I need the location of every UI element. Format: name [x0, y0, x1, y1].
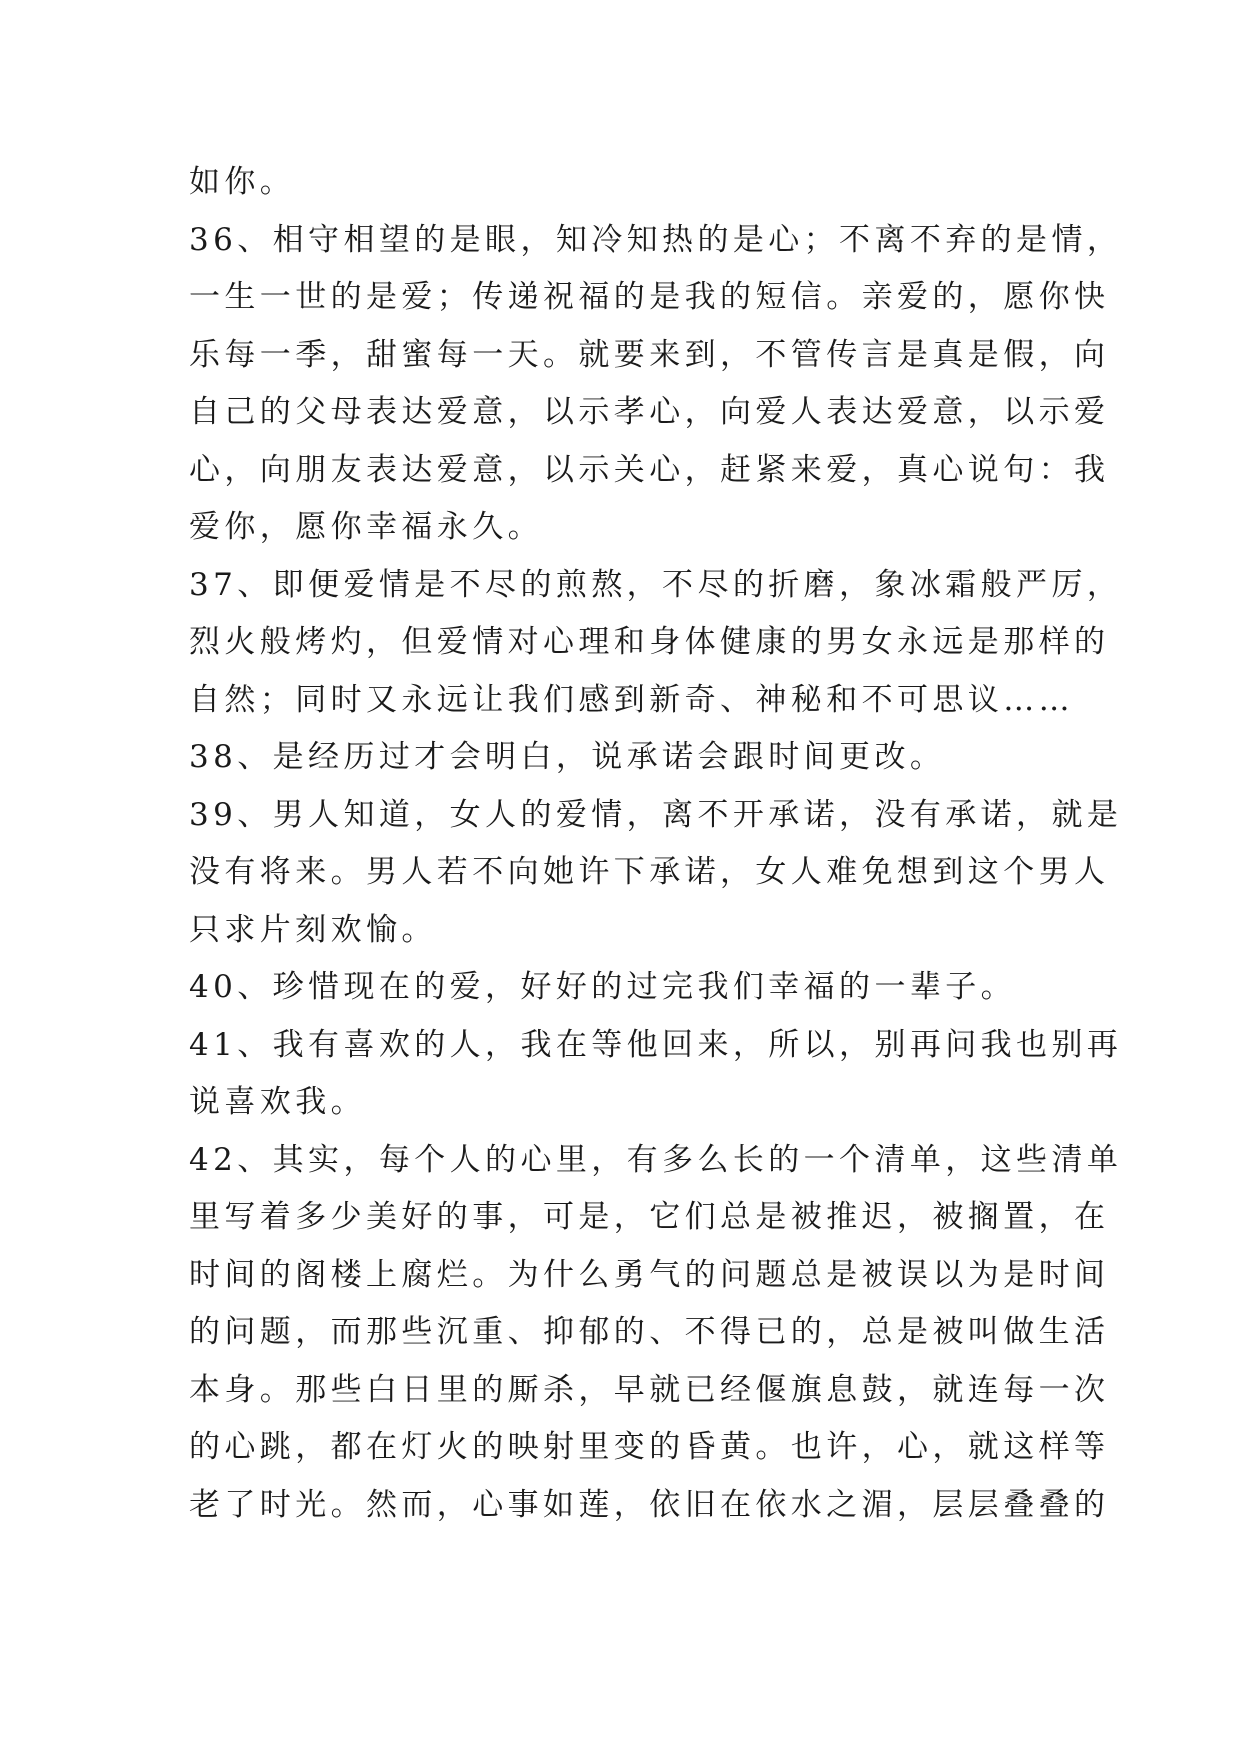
text-line: 说喜欢我。: [189, 1084, 366, 1120]
text-line: 39、男人知道，女人的爱情，离不开承诺，没有承诺，就是: [189, 796, 1123, 833]
text-line: 如你。: [189, 164, 296, 200]
text-line: 乐每一季，甜蜜每一天。就要来到，不管传言是真是假，向: [189, 336, 1110, 373]
text-line: 爱你，愿你幸福永久。: [189, 509, 543, 545]
text-line: 40、珍惜现在的爱，好好的过完我们幸福的一辈子。: [189, 969, 1017, 1005]
text-line: 本身。那些白日里的厮杀，早就已经偃旗息鼓，就连每一次: [189, 1371, 1110, 1408]
text-line: 37、即便爱情是不尽的煎熬，不尽的折磨，象冰霜般严厉，: [189, 566, 1123, 603]
text-line: 自己的父母表达爱意，以示孝心，向爱人表达爱意，以示爱: [189, 394, 1110, 430]
text-line: 的问题，而那些沉重、抑郁的、不得已的，总是被叫做生活: [189, 1314, 1110, 1350]
text-line: 里写着多少美好的事，可是，它们总是被推迟，被搁置，在: [189, 1199, 1110, 1235]
text-line: 41、我有喜欢的人，我在等他回来，所以，别再问我也别再: [189, 1026, 1123, 1063]
text-line: 烈火般烤灼，但爱情对心理和身体健康的男女永远是那样的: [189, 624, 1110, 660]
text-line: 自然；同时又永远让我们感到新奇、神秘和不可思议……: [189, 681, 1074, 718]
text-line: 36、相守相望的是眼，知冷知热的是心；不离不弃的是情，: [189, 221, 1123, 258]
text-line: 42、其实，每个人的心里，有多么长的一个清单，这些清单: [189, 1141, 1123, 1178]
text-line: 的心跳，都在灯火的映射里变的昏黄。也许，心，就这样等: [189, 1429, 1110, 1465]
text-line: 心，向朋友表达爱意，以示关心，赶紧来爱，真心说句：我: [189, 451, 1110, 488]
body-text: [189, 154, 1123, 1534]
text-line: 时间的阁楼上腐烂。为什么勇气的问题总是被误以为是时间: [189, 1256, 1110, 1293]
text-line: 只求片刻欢愉。: [189, 911, 437, 948]
text-line: 一生一世的是爱；传递祝福的是我的短信。亲爱的，愿你快: [189, 279, 1110, 315]
text-line: 没有将来。男人若不向她许下承诺，女人难免想到这个男人: [189, 854, 1110, 890]
text-line: 老了时光。然而，心事如莲，依旧在依水之湄，层层叠叠的: [189, 1486, 1110, 1523]
text-line: 38、是经历过才会明白，说承诺会跟时间更改。: [189, 739, 946, 775]
